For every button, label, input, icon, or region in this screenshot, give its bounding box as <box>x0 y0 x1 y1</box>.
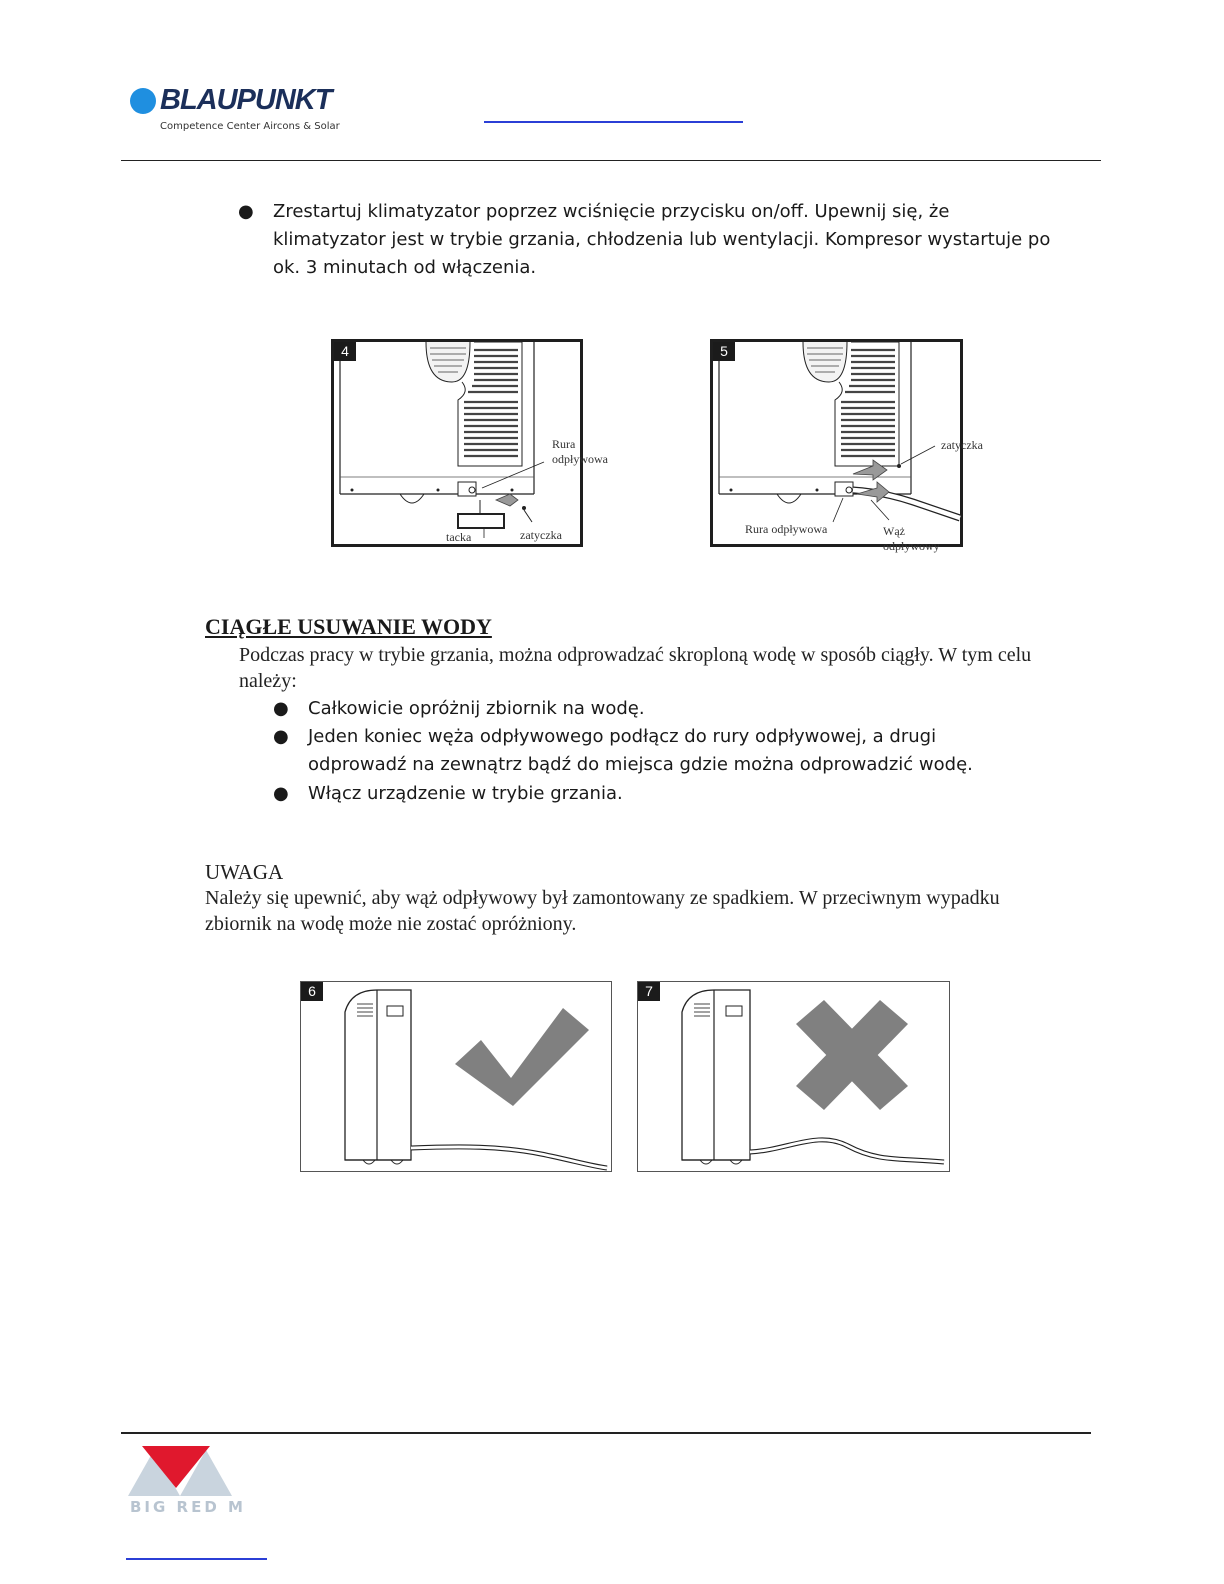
list-item <box>273 695 1033 723</box>
figure-7 <box>637 981 950 1172</box>
step-text-2: Jeden koniec węża odpływowego podłącz do rury odpływowej, a drugi odprowadź na zewnątrz bądź do miejsca gdzie można odprowadzić wodę. <box>308 726 973 775</box>
intro-bullet-text: Zrestartuj klimatyzator poprzez wciśnięcie przycisku on/off. Upewnij się, że klimatyzator jest w trybie grzania, chłodzenia lub wentylacji. Kompresor wystartuje po ok. 3 minutach od włączenia. <box>273 201 1051 278</box>
header-divider <box>121 160 1101 161</box>
bullet-icon: ● <box>238 201 254 222</box>
figure-5-drawing <box>713 342 960 544</box>
figure-5-label-hose: Wąż odpływowy <box>883 524 940 553</box>
figure-4-label-plug: zatyczka <box>520 528 562 542</box>
figure-6-number: 6 <box>301 982 323 1001</box>
cross-icon <box>796 1000 908 1110</box>
bullet-icon: ● <box>273 783 289 804</box>
list-item <box>273 780 1033 808</box>
figure-7-drawing <box>638 982 949 1171</box>
intro-bullet <box>238 198 1058 282</box>
step-text-3: Włącz urządzenie w trybie grzania. <box>308 783 623 804</box>
figure-6 <box>300 981 612 1172</box>
brand-logo-text: BLAUPUNKT <box>160 84 332 116</box>
footer-divider <box>121 1432 1091 1434</box>
checkmark-icon <box>455 1008 589 1106</box>
bullet-icon: ● <box>273 726 289 747</box>
figure-4 <box>331 339 608 547</box>
figure-4-drawing <box>334 342 580 544</box>
step-text-1: Całkowicie opróżnij zbiornik na wodę. <box>308 698 645 719</box>
figure-5-label-plug: zatyczka <box>941 438 983 452</box>
figure-6-drawing <box>301 982 611 1171</box>
brand-tagline: Competence Center Aircons & Solar <box>160 121 340 132</box>
figure-5 <box>710 339 983 553</box>
note-text: Należy się upewnić, aby wąż odpływowy był zamontowany ze spadkiem. W przeciwnym wypadku zbiornik na wodę może nie zostać opróżniony. <box>205 887 1000 935</box>
figure-4-number: 4 <box>334 342 356 361</box>
section-intro: Podczas pracy w trybie grzania, można odprowadzać skroploną wodę w sposób ciągły. W tym celu należy: <box>239 644 1032 692</box>
list-item <box>273 723 1033 779</box>
figure-5-label-pipe: Rura odpływowa <box>745 522 828 536</box>
note-title: UWAGA <box>205 860 284 884</box>
figure-4-label-pipe: Rura odpływowa <box>552 437 608 466</box>
brand-logo-dot <box>130 88 156 114</box>
section-title: CIĄGŁE USUWANIE WODY <box>205 614 492 639</box>
footer-logo-text: BIG RED M <box>130 1498 246 1516</box>
header-link[interactable] <box>484 121 743 123</box>
figure-5-number: 5 <box>713 342 735 361</box>
figure-4-label-tray: tacka <box>446 530 472 544</box>
footer-link[interactable] <box>126 1558 267 1560</box>
figure-7-number: 7 <box>638 982 660 1001</box>
bullet-icon: ● <box>273 698 289 719</box>
